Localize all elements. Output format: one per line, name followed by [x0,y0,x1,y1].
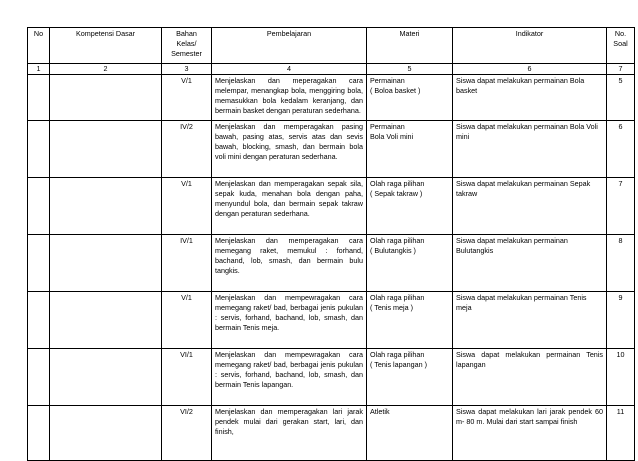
table-row [28,405,635,460]
cell-no [28,234,50,291]
cell-pembelajaran: Menjelaskan dan mempewragakan cara memegang raket/ bad, berbagai jenis pukulan : servis, forhand, bachand, lob, smash, dan bermain Tenis meja. [212,291,367,348]
cell-indikator: Siswa dapat melakukan permainan Tenis lapangan [453,348,607,405]
cell-kompetensi-dasar [50,74,162,120]
cell-no-soal: 11 [607,405,635,460]
column-index: 5 [367,63,453,74]
header-materi: Materi [367,28,453,64]
table-row [28,234,635,291]
cell-no [28,177,50,234]
cell-indikator: Siswa dapat melakukan lari jarak pendek 60 m- 80 m. Mulai dari start sampai finish [453,405,607,460]
column-index: 3 [162,63,212,74]
cell-materi: Olah raga pilihan ( Sepak takraw ) [367,177,453,234]
cell-indikator: Siswa dapat melakukan permainan Bola basket [453,74,607,120]
cell-no [28,348,50,405]
column-index: 6 [453,63,607,74]
cell-indikator: Siswa dapat melakukan permainan Tenis meja [453,291,607,348]
cell-kompetensi-dasar [50,405,162,460]
column-index: 2 [50,63,162,74]
cell-pembelajaran: Menjelaskan dan memperagakan cara memegang raket, memukul : forhand, bachand, lob, smash, dan bermain bulu tangkis. [212,234,367,291]
cell-kompetensi-dasar [50,120,162,177]
cell-no-soal: 5 [607,74,635,120]
table-row [28,177,635,234]
cell-no [28,291,50,348]
header-indikator: Indikator [453,28,607,64]
header-pembelajaran: Pembelajaran [212,28,367,64]
table-row [28,120,635,177]
cell-no-soal: 6 [607,120,635,177]
cell-indikator: Siswa dapat melakukan permainan Bola Voli mini [453,120,607,177]
cell-no-soal: 7 [607,177,635,234]
header-no: No [28,28,50,64]
cell-no [28,74,50,120]
cell-indikator: Siswa dapat melakukan permainan Sepak takraw [453,177,607,234]
header-no-soal: No. Soal [607,28,635,64]
cell-materi: Atletik [367,405,453,460]
column-index: 4 [212,63,367,74]
cell-no-soal: 9 [607,291,635,348]
cell-materi: Olah raga pilihan ( Tenis meja ) [367,291,453,348]
column-index: 7 [607,63,635,74]
cell-pembelajaran: Menjelaskan dan mempewragakan cara memegang raket/ bad, berbagai jenis pukulan : servis, forhand, bachand, lob, smash, dan bermain Tenis lapangan. [212,348,367,405]
table-row [28,74,635,120]
header-bahan-kelas-semester: Bahan Kelas/ Semester [162,28,212,64]
cell-kompetensi-dasar [50,177,162,234]
cell-no-soal: 8 [607,234,635,291]
header-kompetensi-dasar: Kompetensi Dasar [50,28,162,64]
cell-bahan: IV/1 [162,234,212,291]
cell-pembelajaran: Menjelaskan dan meperagakan cara melempar, menangkap bola, menggiring bola, memasukkan bola kedalam keranjang, dan bermain basket dengan peraturan sederhana. [212,74,367,120]
cell-no [28,405,50,460]
document-page [27,27,628,461]
table-row [28,348,635,405]
kisi-kisi-table [27,27,635,461]
cell-bahan: VI/2 [162,405,212,460]
cell-pembelajaran: Menjelaskan dan memperagakan pasing bawah, pasing atas, servis atas dan sevis bawah, blocking, smash, dan bermain bola voli mini dengan peraturan sederhana. [212,120,367,177]
cell-kompetensi-dasar [50,291,162,348]
cell-no-soal: 10 [607,348,635,405]
cell-materi: Permainan Bola Voli mini [367,120,453,177]
column-index: 1 [28,63,50,74]
cell-bahan: V/1 [162,291,212,348]
cell-no [28,120,50,177]
cell-indikator: Siswa dapat melakukan permainan Bulutangkis [453,234,607,291]
column-index-row [28,63,635,74]
cell-kompetensi-dasar [50,348,162,405]
cell-materi: Olah raga pilihan ( Bulutangkis ) [367,234,453,291]
cell-pembelajaran: Menjelaskan dan memperagakan sepak sila, sepak kuda, menahan bola dengan paha, menyundul bola, dan bermain sepak takraw dengan peraturan sederhana. [212,177,367,234]
cell-pembelajaran: Menjelaskan dan memperagakan lari jarak pendek mulai dari gerakan start, lari, dan finish, [212,405,367,460]
cell-bahan: V/1 [162,74,212,120]
cell-bahan: IV/2 [162,120,212,177]
cell-bahan: VI/1 [162,348,212,405]
cell-materi: Olah raga pilihan ( Tenis lapangan ) [367,348,453,405]
cell-kompetensi-dasar [50,234,162,291]
cell-materi: Permainan ( Boloa basket ) [367,74,453,120]
table-row [28,291,635,348]
table-header-row [28,28,635,64]
cell-bahan: V/1 [162,177,212,234]
